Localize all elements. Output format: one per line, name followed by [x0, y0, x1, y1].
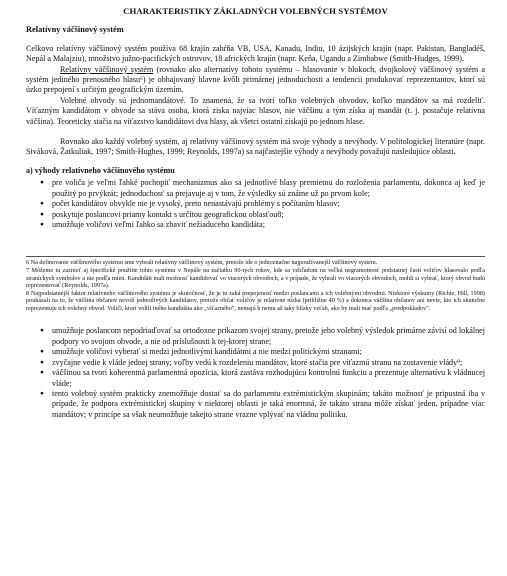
list-item: ● umožňuje voličovi veľmi ľahko sa zbaviť nežiaduceho kandidáta;: [26, 220, 485, 230]
disadvantages-list: [26, 326, 485, 420]
document-title: CHARAKTERISTIKY ZÁKLADNÝCH VOLEBNÝCH SYSTÉMOV: [123, 6, 388, 16]
paragraph-usage: Celkovo relatívny väčšinový systém používa 68 krajín zahŕňa VB, USA, Kanadu, Indiu, 10 ázijských krajín (napr. Pakistan, Bangladéš, Nepál a Malajziu), množstvo južno-pacifických ostrovov, 18 afrických krajín (napr. Keňa, Ugandu a Zimbabwe (Smith-Hudges, 1999).: [26, 43, 485, 64]
paragraph-pros-cons: Rovnako ako každý volebný systém, aj relatívny väčšinový systém má svoje výhody a nevýhody. V politologickej literatúre (napr. Siváková, Žatkuliak, 1997; Smith-Hughes, 1999; Reynolds, 1997a) sa najčastejšie výhody a nevýhody považujú nasledujúce oblasti.: [26, 137, 485, 157]
footnote-8: 8 Najpodstatnejší faktor relatívneho väčšinového systému je skutočnosť, že je tu zaká prepojenosť medzi poslancami a ich volebnými obvodmi. Niektoré výskumy (Richie, Hill, 1998) poukázali na to, že väčšina občanov nevolí jednotlivých kandidátov, pretože občať voličov je relatívne nízka (približne 40 %) a dokonca väčšina občanov ani nevie, kto ich skutočne reprezentuje ich volebný obvod. Voliči, ktorí volili iného kandidáta ako „víťazného", nemajú k nemu až taký blízky vzťah, ako by mali mať podľa „predpokladov".: [26, 289, 485, 312]
underlined-term: Relatívny väčšinový systém: [60, 64, 154, 74]
advantages-heading: a) výhody relatívneho väčšinového systému: [26, 165, 175, 175]
list-item: ● poskytuje poslancovi priamy kontakt s určitou geografickou oblasťou8;: [26, 210, 485, 220]
paragraph-definition-rest: (rovnako ako alternatívy tohoto systému – hlasovanie v blokoch, dvojkolový väčšinový systém a systém jediného prenosného hlasu⁶) je obhajovaný hlavne kvôli primárnej jednoduchosti a tendencii produkovať reprezentantov, ktorí sú úzko prepojení s určitým geografickým územím.: [26, 64, 485, 95]
list-item: ● umožňuje voličovi vyberať si medzi jednotlivými kandidátmi a nie medzi politickými stranami;: [26, 347, 485, 357]
list-item: ● zvyčajne vedie k vláde jednej strany; voľby vedú k rozdeleniu mandátov, ktoré stačia pre víťazmú stranu na zostavenie vlády⁹;: [26, 358, 485, 368]
footnote-6: 6 Na definovanie väčšinového systému sme vybrali relatívny väčšinový systém, pretože ide o jednoznačne najpoužívanejší väčšinový systém.: [26, 259, 378, 267]
list-item: ● tento volebný systém prakticky znemožňuje dostať sa do parlamentu extrémistickým skupinám; takáto možnosť je pripustná iba v prípade, že podpora extrémistickej skupiny v niektorej oblasti je taká enormná, že takáto strana môže získať jeden, prípadne viac mandátov; v princípe sa však neumožňuje takejto strane vrazne vplývať na vládnu politiku.: [26, 389, 485, 420]
list-item: ● umožňuje poslancom nepodriaďovať sa ortodoxne prikazom svojej strany, pretože jeho volebný výsledok primárne závisí od lokálnej podpory vo svojom obvode, a nie od príslušnosti k tej-ktorej strane;: [26, 326, 485, 347]
section-heading: Relatívny väčšinový systém: [26, 25, 124, 35]
footnote-divider: [26, 256, 485, 257]
list-item: ● počet kandidátov obvykle nie je vysoký, preto nenastávajú problémy s počítaním hlasov;: [26, 199, 485, 209]
footnote-7: 7 Môžeme tu zaznieť aj špecifické použitie tohto systému v Nepále na začiatku 90-tych rokov, kde sa vzhľadom na veľkú negramotnosť podstatnej časti voličov hlasovalo podľa straníckych symbolov a nie podľa mien. Kandidáti mali možnosť kandidovať vo viacerých obvodoch, a v prípade, že vyhrali vo viacerých obvodoch, mohli si vybrať, ktorý obvod budú reprezentovať (Reynolds, 1997a).: [26, 266, 485, 290]
advantages-list: [26, 178, 485, 230]
list-item: ● pre voliča je veľmi ľahké pochopiť mechanizmus ako sa jednotlivé hlasy premietnu do rozloženia parlamentu, dokonca aj keď je použitý po prvýkrát; jednoduchosť sa prejavuje aj v tom, že výsledky sú známe už po prvom kole;: [26, 178, 485, 199]
paragraph-districts: Volebné obvody sú jednomandátové. To znamená, že sa tvorí toľko volebných obvodov, koľko mandátov sa má rozdeliť. Víťazným kandidátom v obvode sa stáva osoba, ktorá ziska najviac hlasov, nie väčšinu a tým získa aj mandát (t. j. postačuje relatívna väčšina). Teoreticky stačia na víťazstvo kandidátovi dva hlasy, ak všetci ostatní získajú po jednom hlase.: [26, 95, 485, 126]
list-item: ● väčšinou sa tvorí koherentná parlamentná opozícia, ktorá zastáva rozhodujúcu kontrolnú funkciu a prezentuje alternatívu k vládnucej vláde;: [26, 368, 485, 389]
paragraph-definition: [26, 65, 485, 96]
